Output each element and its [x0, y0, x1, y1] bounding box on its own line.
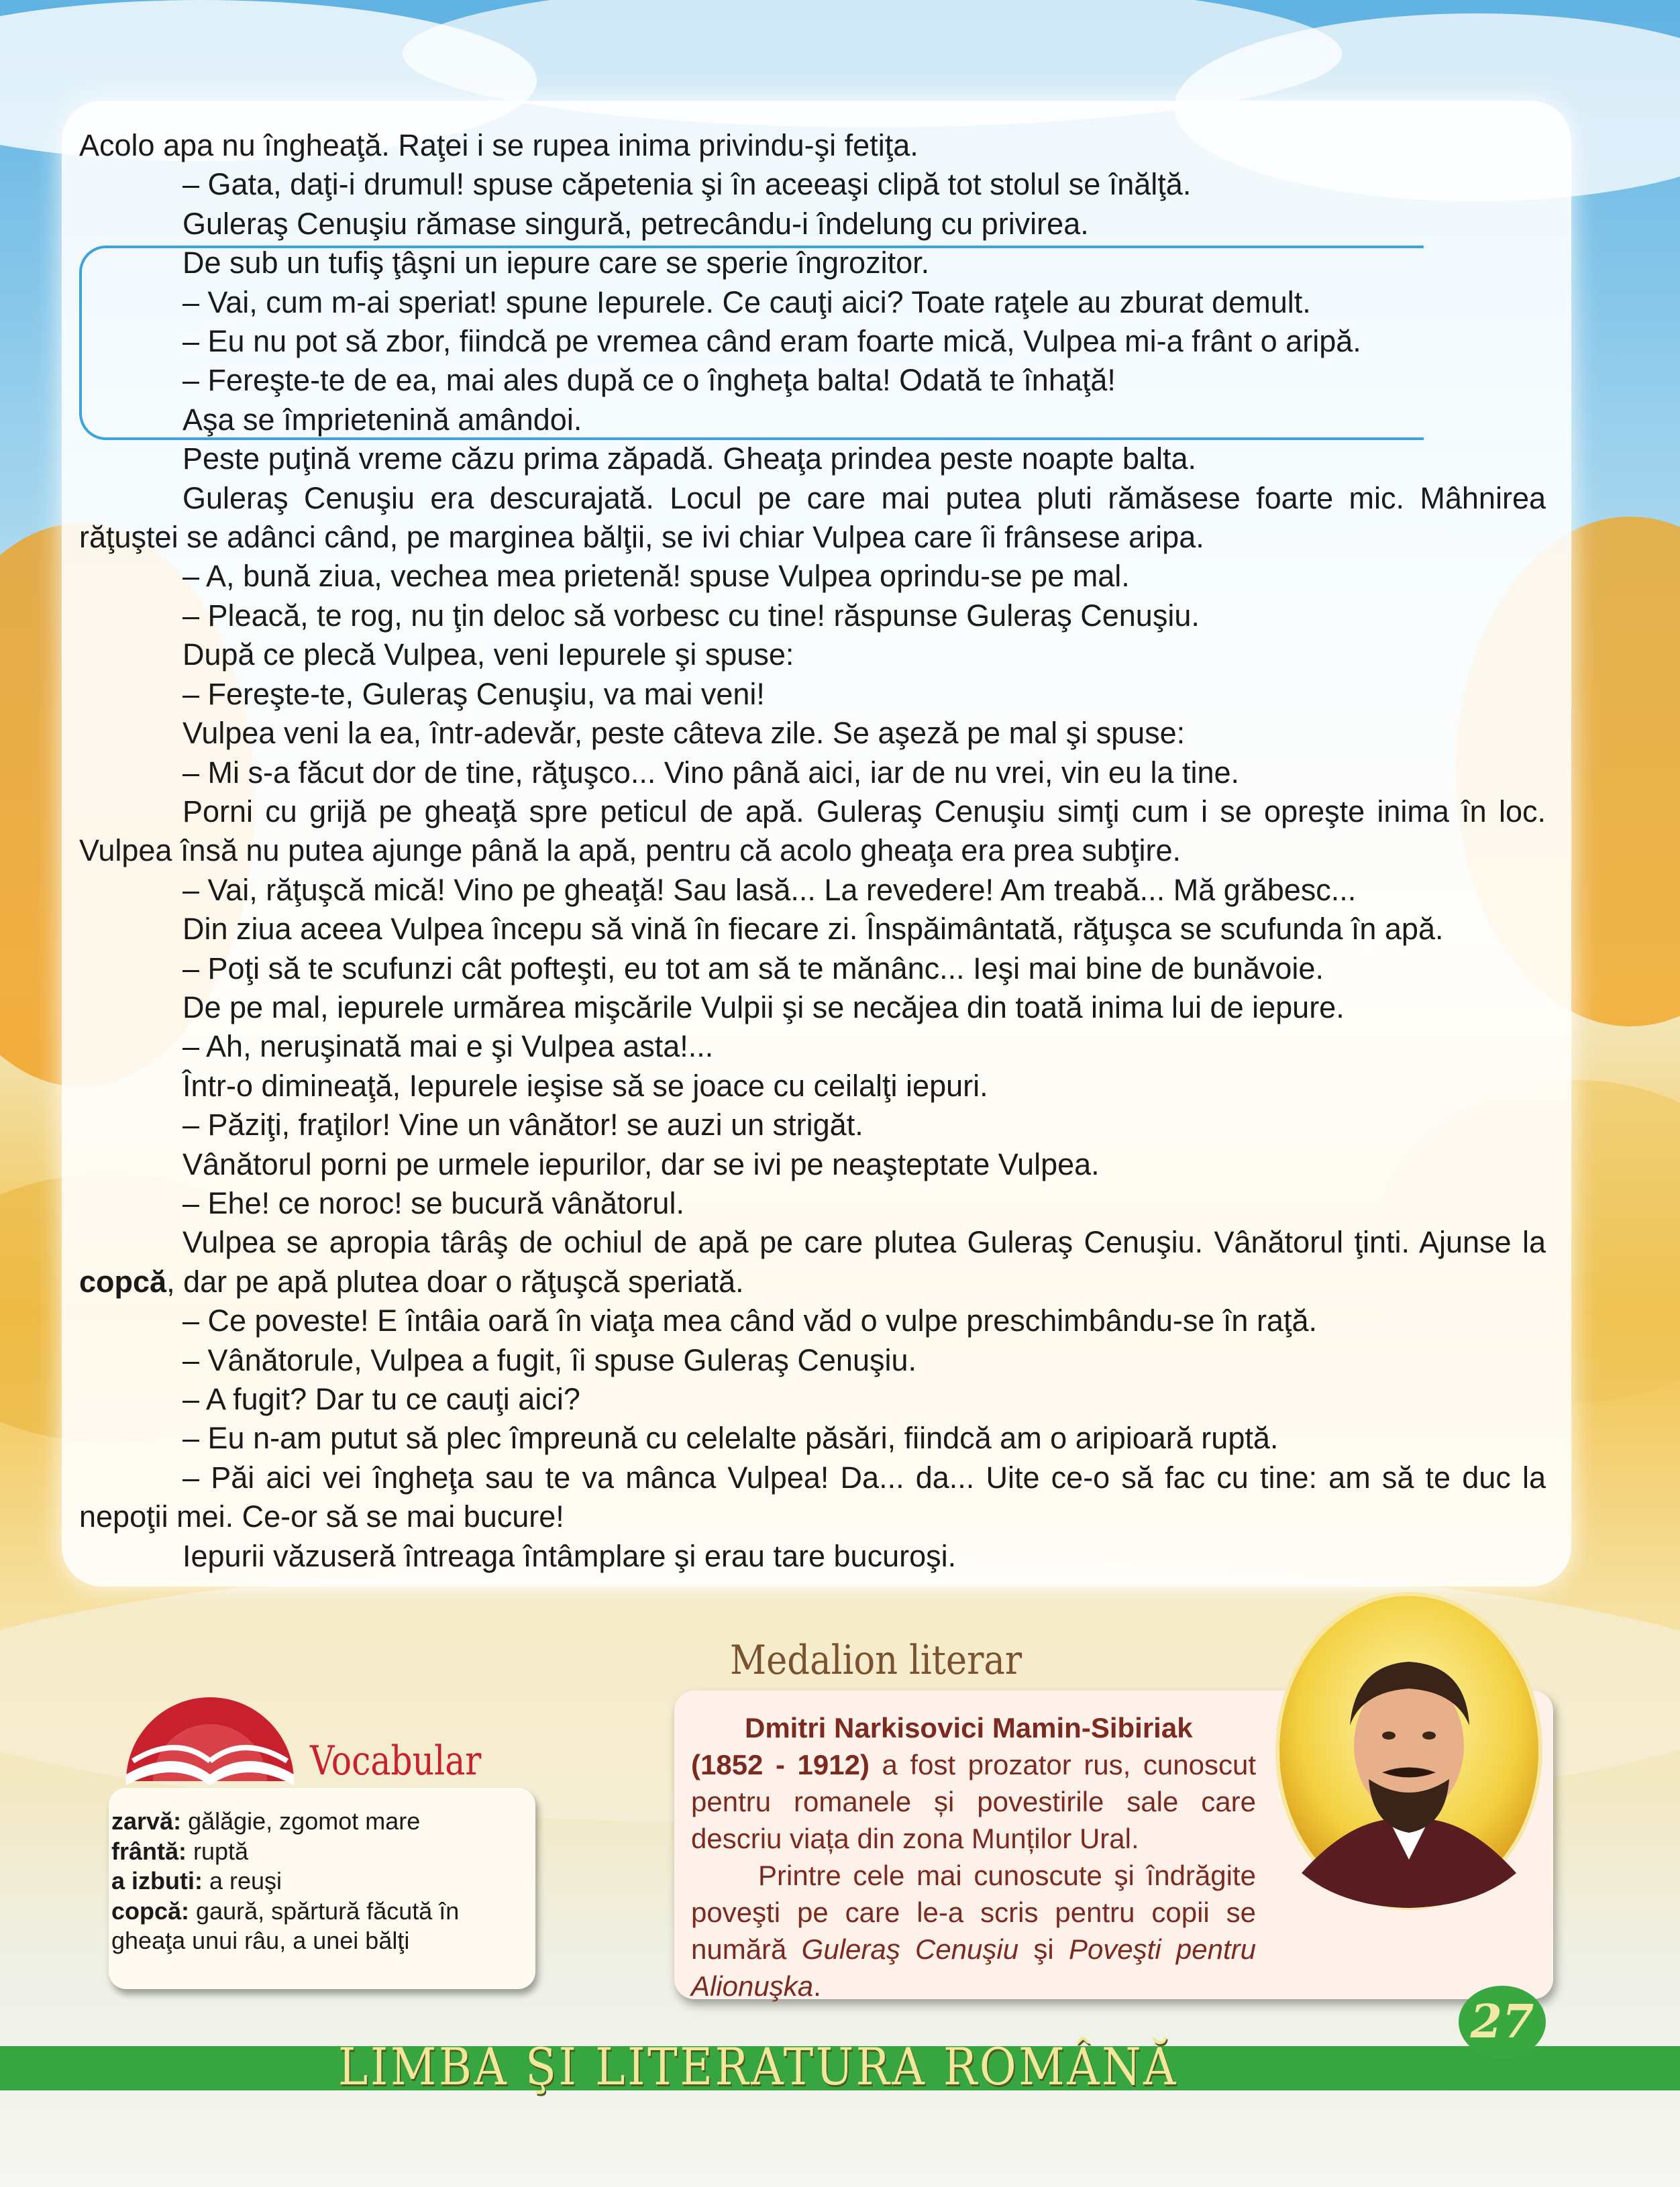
story-paragraph: – A fugit? Dar tu ce cauţi aici? [182, 1382, 580, 1416]
work-title: Poveşti pentru Alionuşka [691, 1933, 1257, 2002]
story-paragraph: – A, bună ziua, vechea mea prietenă! spuse Vulpea oprindu-se pe mal. [182, 559, 1130, 594]
story-text [79, 126, 1546, 1576]
vocab-entry: zarvă: gălăgie, zgomot mare [111, 1807, 421, 1835]
story-paragraph: Guleraş Cenuşiu era descurajată. Locul pe care mai putea pluti rămăsese foarte mic. Mâhnirea răţuştei se adânci când, pe marginea bălţii, se ivi chiar Vulpea care îi frânsese aripa. [79, 480, 1546, 555]
story-paragraph: – Vânătorule, Vulpea a fugit, îi spuse Guleraş Cenuşiu. [182, 1342, 916, 1377]
story-paragraph: – Ah, neruşinată mai e şi Vulpea asta!... [182, 1029, 714, 1064]
story-paragraph: Din ziua aceea Vulpea începu să vină în fiecare zi. Înspăimântată, răţuşca se scufunda în apă. [182, 912, 1444, 947]
story-paragraph: – Vai, răţuşcă mică! Vino pe gheaţă! Sau lasă... La revedere! Am treabă... Mă grăbesc... [182, 872, 1357, 907]
story-paragraph: Într-o dimineaţă, Iepurele ieşise să se joace cu ceilalţi iepuri. [182, 1068, 988, 1103]
story-paragraph: Iepurii văzuseră întreaga întâmplare şi erau tare bucuroşi. [182, 1538, 957, 1573]
story-paragraph: Peste puţină vreme căzu prima zăpadă. Gheaţa prindea peste noapte balta. [182, 441, 1196, 476]
author-years: (1852 - 1912) [691, 1749, 870, 1780]
author-portrait [1275, 1591, 1543, 1911]
story-paragraph: – Eu nu pot să zbor, fiindcă pe vremea când eram foarte mică, Vulpea mi-a frânt o aripă. [182, 324, 1361, 359]
story-paragraph: Vulpea se apropia târâş de ochiul de apă pe care plutea Guleraş Cenuşiu. Vânătorul ţinti. Ajunse la copcă, dar pe apă plutea doar o răţuşcă speriată. [79, 1225, 1546, 1299]
story-paragraph: – Păi aici vei îngheţa sau te va mânca Vulpea! Da... da... Uite ce-o să fac cu tine: am să te duc la nepoţii mei. Ce-or să se mai bucure! [79, 1460, 1546, 1534]
story-paragraph: De pe mal, iepurele urmărea mişcările Vulpii şi se necăjea din toată inima lui de iepure. [182, 990, 1345, 1024]
story-paragraph: – Gata, daţi-i drumul! spuse căpetenia şi în aceeaşi clipă tot stolul se înălţă. [182, 167, 1192, 202]
story-paragraph: – Poţi să te scufunzi cât pofteşti, eu tot am să te mănânc... Ieşi mai bine de bunăvoie. [182, 951, 1324, 985]
story-paragraph: – Fereşte-te, Guleraş Cenuşiu, va mai veni! [182, 676, 765, 711]
story-paragraph: După ce plecă Vulpea, veni Iepurele şi spuse: [182, 637, 794, 672]
story-paragraph: Vulpea veni la ea, într-adevăr, peste câteva zile. Se aşeză pe mal şi spuse: [182, 716, 1186, 751]
story-paragraph: – Ehe! ce noroc! se bucură vânătorul. [182, 1185, 684, 1220]
story-paragraph: De sub un tufiş ţâşni un iepure care se sperie îngrozitor. [182, 246, 930, 280]
subject-title: LIMBA ŞI LITERATURA ROMÂNĂ [338, 2037, 1178, 2096]
story-paragraph: – Eu n-am putut să plec împreună cu celelalte păsări, fiindcă am o aripioară ruptă. [182, 1421, 1279, 1456]
story-paragraph: Porni cu grijă pe gheaţă spre peticul de apă. Guleraş Cenuşiu simţi cum i se opreşte inima în loc. Vulpea însă nu putea ajunge până la apă, pentru că acolo gheaţa era prea subţire. [79, 794, 1546, 868]
medalion-text: Dmitri Narkisovici Mamin-Sibiriak (1852 - 1912) a fost prozator rus, cunoscut pentru romanele și povestirile sale care descriu viața din zona Munților Ural. Printre cele mai cunoscute şi îndrăgite poveşti pe care le-a scris pentru copii se numără Guleraş Cenuşiu şi Poveşti pentru Alionuşka. [691, 1712, 1257, 2002]
story-paragraph: Vânătorul porni pe urmele iepurilor, dar se ivi pe neaşteptate Vulpea. [182, 1146, 1100, 1181]
story-paragraph: – Fereşte-te de ea, mai ales după ce o îngheţa balta! Odată te înhaţă! [182, 363, 1116, 398]
story-paragraph: Aşa se împrietenină amândoi. [182, 402, 582, 437]
story-paragraph: Acolo apa nu îngheaţă. Raţei i se rupea inima privindu-şi fetiţa. [79, 128, 918, 162]
vocabular-box [109, 1788, 535, 1989]
vocab-entry: copcă: gaură, spărtură făcută în gheaţa unui râu, a unei bălţi [111, 1897, 460, 1954]
story-paragraph: – Ce poveste! E întâia oară în viaţa mea când văd o vulpe preschimbându-se în raţă. [182, 1303, 1317, 1338]
vocab-entry: a izbuti: a reuşi [111, 1867, 282, 1895]
medalion-title: Medalion literar [730, 1637, 1022, 1684]
story-paragraph: Guleraş Cenuşiu rămase singură, petrecându-i îndelung cu privirea. [182, 206, 1089, 241]
story-paragraph: – Pleacă, te rog, nu ţin deloc să vorbesc cu tine! răspunse Guleraş Cenuşiu. [182, 598, 1200, 633]
story-paragraph: – Vai, cum m-ai speriat! spune Iepurele. Ce cauţi aici? Toate raţele au zburat demult. [182, 284, 1311, 319]
page-number: 27 [1459, 1986, 1546, 2058]
story-paragraph: – Mi s-a făcut dor de tine, răţuşco... Vino până aici, iar de nu vrei, vin eu la tine. [182, 755, 1240, 790]
story-paragraph: – Păziţi, fraţilor! Vine un vânător! se auzi un strigăt. [182, 1108, 863, 1142]
work-title: Guleraş Cenuşiu [801, 1933, 1019, 1965]
open-book-icon [113, 1681, 307, 1786]
vocabular-title: Vocabular [310, 1738, 482, 1784]
vocab-entry: frântă: ruptă [111, 1837, 249, 1865]
author-name: Dmitri Narkisovici Mamin-Sibiriak [745, 1712, 1193, 1744]
